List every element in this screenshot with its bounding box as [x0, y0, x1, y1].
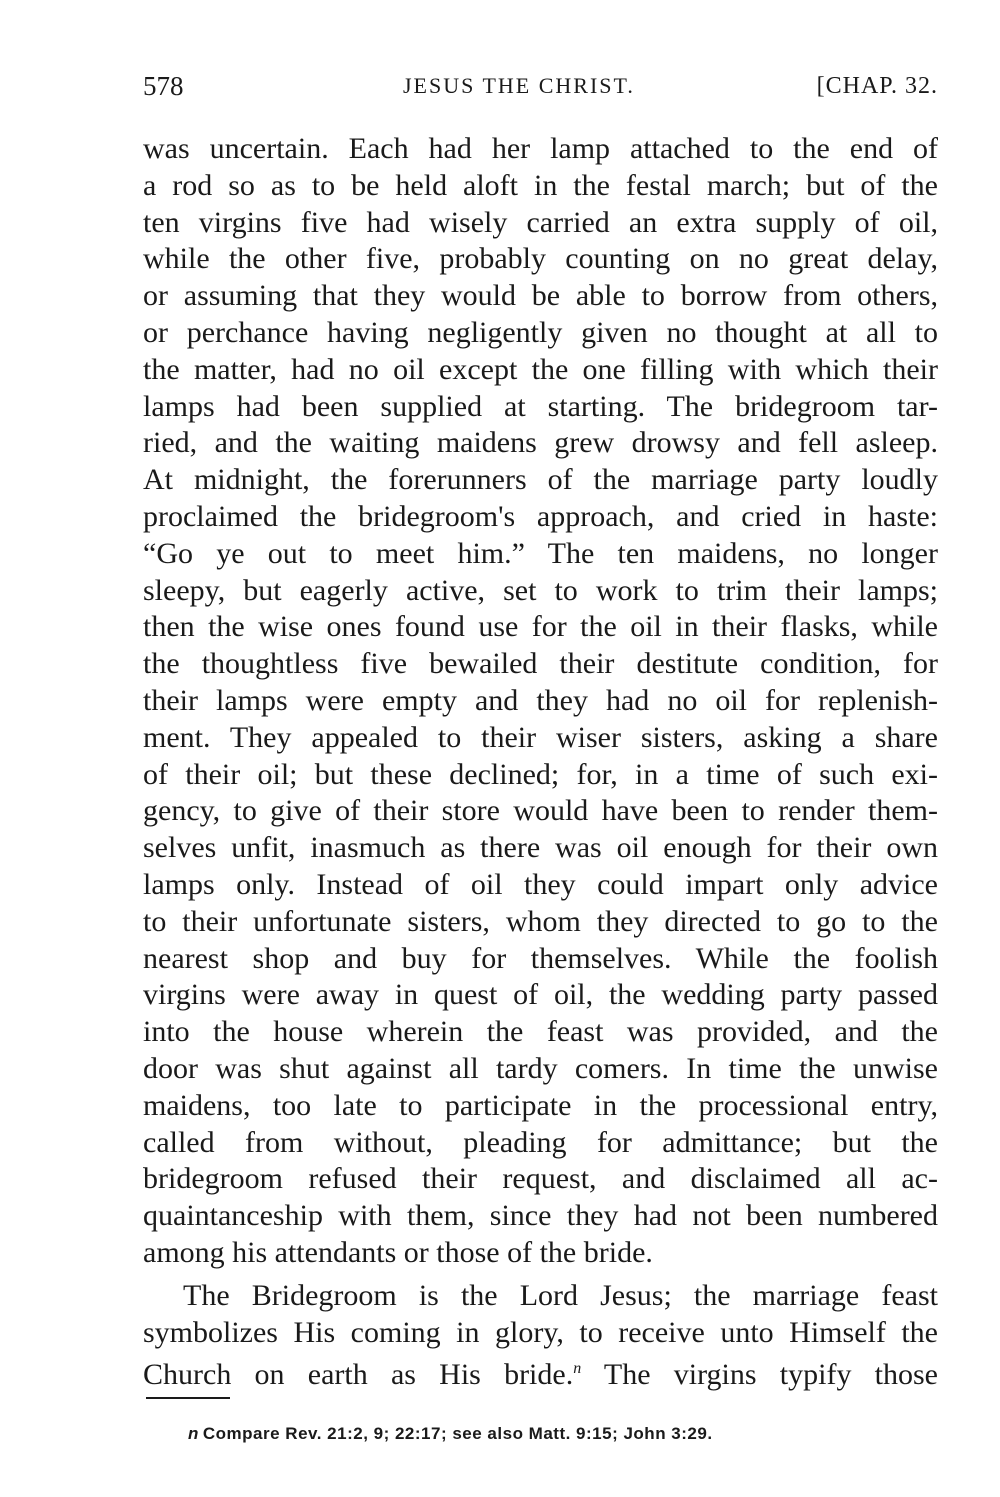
text-segment: The virgins typify those [603, 1358, 939, 1392]
paragraph-parable [143, 131, 938, 1272]
text-line: their lamps were empty and they had no oil for replenish- [143, 683, 938, 717]
text-line: called from without, pleading for admittance; but the [143, 1125, 938, 1159]
text-line: lamps had been supplied at starting. The bridegroom tar- [143, 389, 938, 423]
running-title: JESUS THE CHRIST. [403, 73, 635, 98]
text-line: gency, to give of their store would have been to render them- [143, 794, 938, 828]
chapter-reference: [CHAP. 32. [816, 73, 938, 99]
text-line: selves unfit, inasmuch as there was oil enough for their own [143, 831, 938, 865]
text-line: The Bridegroom is the Lord Jesus; the marriage feast [183, 1278, 938, 1312]
text-line: the thoughtless five bewailed their destitute condition, for [143, 647, 938, 681]
text-line: ten virgins five had wisely carried an extra supply of oil, [143, 205, 938, 239]
running-header [143, 66, 938, 106]
text-line: proclaimed the bridegroom's approach, and cried in haste: [143, 499, 938, 533]
paragraph-interpretation [143, 1278, 939, 1392]
text-line: symbolizes His coming in glory, to receive unto Himself the [143, 1315, 938, 1349]
footnote [188, 1422, 713, 1446]
text-line: among his attendants or those of the bride. [143, 1235, 653, 1269]
footnote-reference[interactable]: n [573, 1360, 582, 1378]
text-line [143, 1351, 939, 1392]
footnote-marker: n [188, 1424, 199, 1443]
text-line: while the other five, probably counting on no great delay, [143, 242, 938, 276]
text-line: the matter, had no oil except the one filling with which their [143, 352, 938, 386]
text-line: then the wise ones found use for the oil in their flasks, while [143, 610, 938, 644]
text-line: maidens, too late to participate in the processional entry, [143, 1088, 938, 1122]
text-line: “Go ye out to meet him.” The ten maidens, no longer [143, 536, 938, 570]
text-line: or assuming that they would be able to borrow from others, [143, 279, 938, 313]
text-line: virgins were away in quest of oil, the wedding party passed [143, 978, 938, 1012]
text-line: bridegroom refused their request, and disclaimed all ac- [143, 1162, 938, 1196]
text-line: a rod so as to be held aloft in the festal march; but of the [143, 168, 938, 202]
text-line: sleepy, but eagerly active, set to work to trim their lamps; [143, 573, 938, 607]
text-line: of their oil; but these declined; for, in a time of such exi- [143, 757, 938, 791]
text-line: nearest shop and buy for themselves. While the foolish [143, 941, 938, 975]
page-number: 578 [143, 71, 184, 101]
text-line: into the house wherein the feast was provided, and the [143, 1015, 938, 1049]
text-line: or perchance having negligently given no thought at all to [143, 315, 938, 349]
text-line: lamps only. Instead of oil they could impart only advice [143, 867, 938, 901]
body-text [143, 131, 939, 1392]
text-line: ried, and the waiting maidens grew drowsy and fell asleep. [143, 426, 938, 460]
text-line: At midnight, the forerunners of the marriage party loudly [143, 463, 938, 497]
text-line: to their unfortunate sisters, whom they directed to go to the [143, 904, 938, 938]
text-line: was uncertain. Each had her lamp attached to the end of [143, 132, 938, 165]
footnote-text: Compare Rev. 21:2, 9; 22:17; see also Matt. 9:15; John 3:29. [202, 1424, 713, 1443]
text-line: door was shut against all tardy comers. In time the unwise [143, 1051, 938, 1085]
text-segment: Church on earth as His bride. [143, 1358, 574, 1392]
footnote-divider [146, 1397, 230, 1399]
text-line: quaintanceship with them, since they had not been numbered [143, 1199, 938, 1233]
text-line: ment. They appealed to their wiser sisters, asking a share [143, 720, 938, 754]
